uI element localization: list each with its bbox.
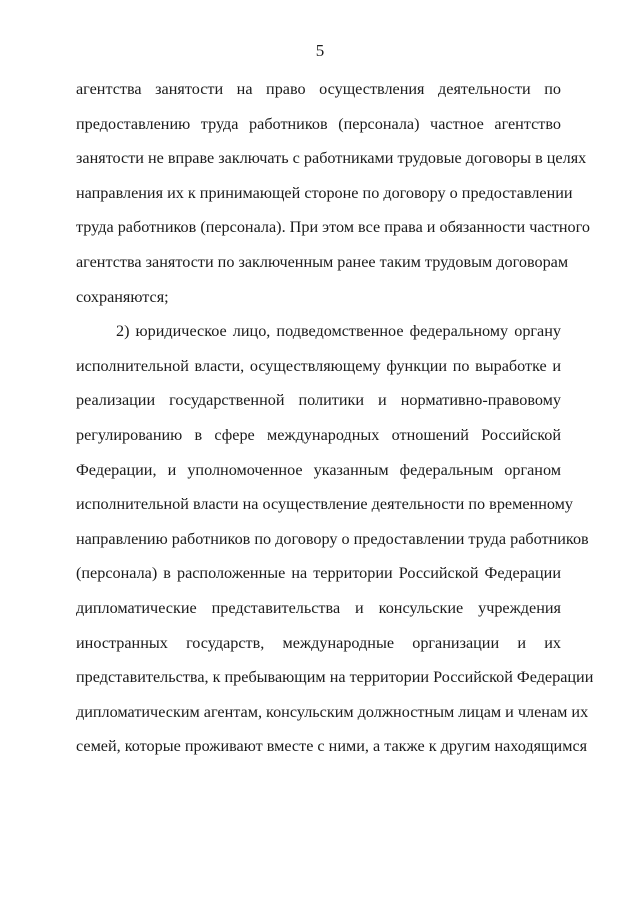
text-line: реализации государственной политики и нормативно-правовому — [76, 391, 561, 410]
text-line: семей, которые проживают вместе с ними, а также к другим находящимся — [76, 737, 588, 756]
text-line: дипломатическим агентам, консульским должностным лицам и членам их — [76, 702, 589, 721]
text-line: направлению работников по договору о предоставлении труда работников — [76, 529, 589, 548]
text-line: агентства занятости по заключенным ранее таким трудовым договорам — [76, 252, 569, 271]
text-line: дипломатические представительства и консульские учреждения — [76, 598, 561, 617]
document-body — [76, 78, 594, 770]
text-line: направления их к принимающей стороне по договору о предоставлении — [76, 183, 573, 202]
text-line: представительства, к пребывающим на территории Российской Федерации — [76, 668, 594, 687]
text-line: сохраняются; — [76, 287, 169, 306]
text-line: исполнительной власти, осуществляющему функции по выработке и — [76, 356, 561, 375]
text-line: (персонала) в расположенные на территории Российской Федерации — [76, 564, 561, 583]
text-line: Федерации, и уполномоченное указанным федеральным органом — [76, 460, 561, 479]
text-line: агентства занятости на право осуществления деятельности по — [76, 80, 561, 98]
text-line: регулированию в сфере международных отношений Российской — [76, 425, 561, 444]
text-line: труда работников (персонала). При этом все права и обязанности частного — [76, 218, 590, 237]
paragraph-start-line: 2) юридическое лицо, подведомственное федеральному органу — [116, 322, 561, 341]
text-line: иностранных государств, международные организации и их — [76, 633, 561, 652]
text-line: исполнительной власти на осуществление деятельности по временному — [76, 495, 573, 514]
text-line: предоставлению труда работников (персонала) частное агентство — [76, 114, 561, 133]
page-number: 5 — [315, 41, 325, 60]
text-line: занятости не вправе заключать с работниками трудовые договоры в целях — [76, 149, 587, 168]
